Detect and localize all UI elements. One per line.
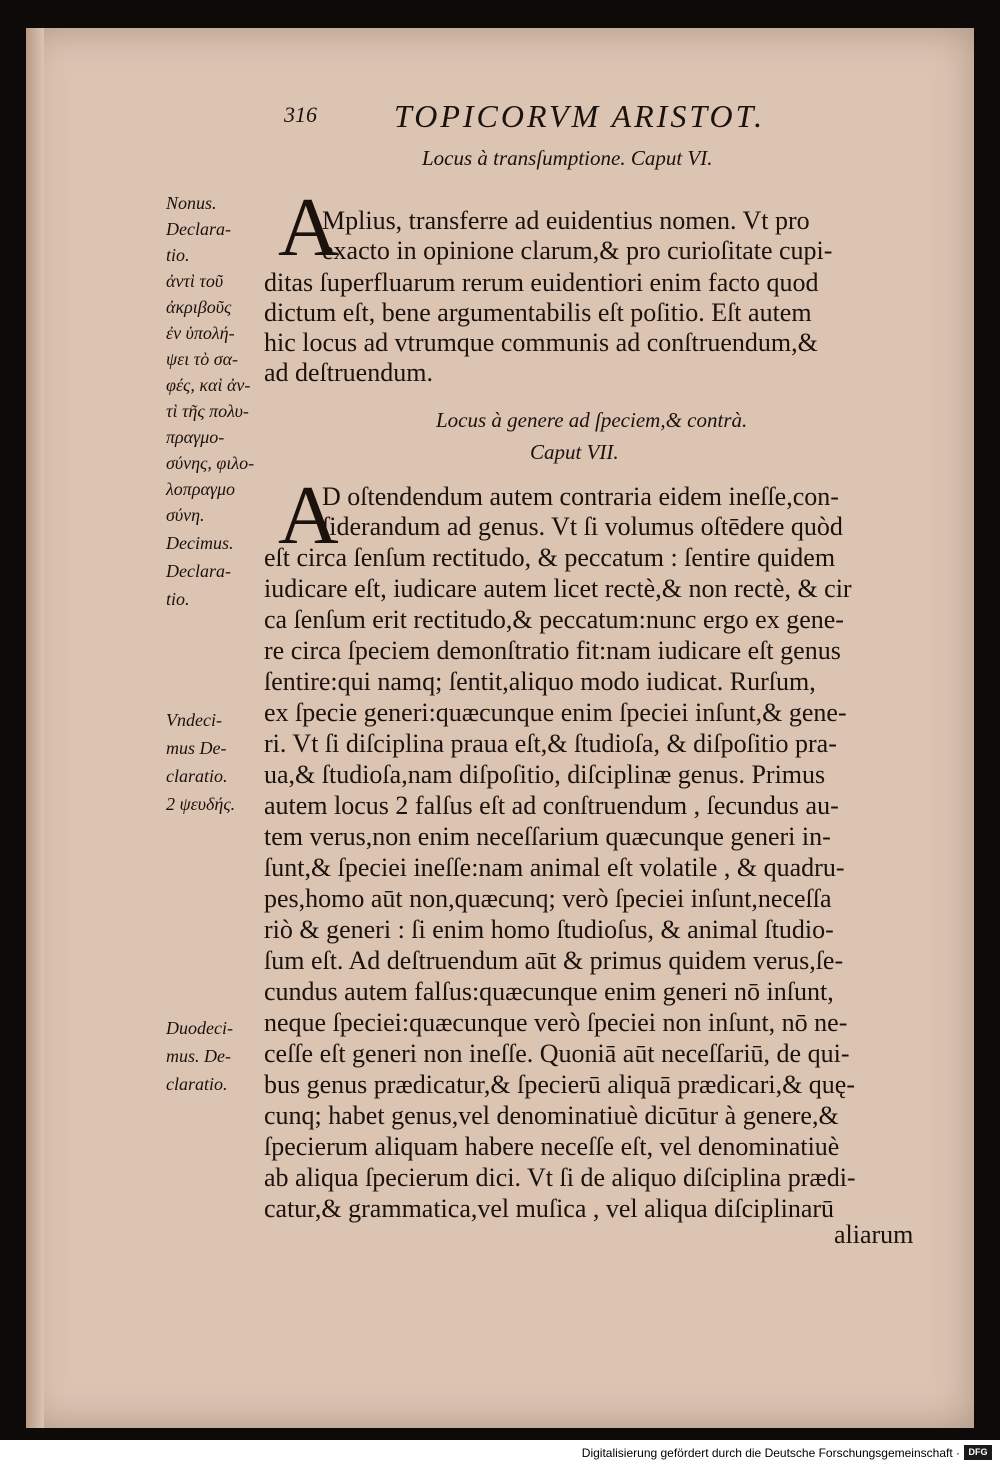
margin-line: ψει τὸ σα- (166, 349, 239, 369)
margin-line: ἀντὶ τοῦ (166, 271, 224, 291)
digitization-footer (0, 1440, 1000, 1467)
margin-line: ἐν ὑπολή- (166, 323, 235, 343)
text-line: hic locus ad vtrumque communis ad conſtruendum,& (264, 328, 818, 357)
margin-line: ἀκριβοῦς (166, 297, 232, 317)
margin-line: Declara- (166, 561, 231, 581)
running-title: TOPICORVM ARISTOT. (394, 98, 766, 134)
text-line: eſt circa ſenſum rectitudo, & peccatum : ſentire quidem (264, 543, 836, 572)
text-line: ex ſpecie generi:quæcunque enim ſpeciei inſunt,& gene- (264, 698, 847, 727)
drop-cap-initial: A (278, 469, 339, 562)
text-line: re circa ſpeciem demonſtratio fit:nam iudicare eſt genus (264, 636, 841, 665)
text-line: ceſſe eſt generi non ineſſe. Quoniā aūt neceſſariū, de qui- (264, 1039, 850, 1068)
text-line: exacto in opinione clarum,& pro curioſitate cupi- (322, 236, 833, 265)
text-line: neque ſpeciei:quæcunque verò ſpeciei non inſunt, nō ne- (264, 1008, 848, 1037)
margin-line: mus De- (166, 738, 227, 758)
text-line: dictum eſt, bene argumentabilis eſt poſitio. Eſt autem (264, 298, 812, 327)
margin-line: Vndeci- (166, 710, 222, 730)
margin-line: tio. (166, 589, 190, 609)
text-line: pes,homo aūt non,quæcunq; verò ſpeciei inſunt,neceſſa (264, 884, 832, 913)
text-line: riò & generi : ſi enim homo ſtudioſus, & animal ſtudio- (264, 915, 834, 944)
margin-line: πραγμο- (166, 427, 225, 447)
text-line: ca ſenſum erit rectitudo,& peccatum:nunc ergo ex gene- (264, 605, 844, 634)
text-line: ri. Vt ſi diſciplina praua eſt,& ſtudioſa, & diſpoſitio pra- (264, 729, 837, 758)
catchword: aliarum (834, 1220, 914, 1249)
text-line: tem verus,non enim neceſſarium quæcunque generi in- (264, 822, 831, 851)
margin-line: Decimus. (166, 533, 234, 553)
text-line: ab aliqua ſpecierum dici. Vt ſi de aliquo diſciplina prædi- (264, 1163, 856, 1192)
text-line: cundus autem falſus:quæcunque enim generi nō inſunt, (264, 977, 834, 1006)
margin-line: φές, καὶ ἀν- (166, 375, 251, 395)
margin-line: mus. De- (166, 1046, 231, 1066)
chapter-heading-vii: Locus à genere ad ſpeciem,& contrà. (436, 408, 748, 432)
margin-line: claratio. (166, 1074, 228, 1094)
text-line: ad deſtruendum. (264, 358, 433, 387)
funding-credit: Digitalisierung gefördert durch die Deutsche Forschungsgemeinschaft · (581, 1446, 960, 1460)
text-line: Mplius, transferre ad euidentius nomen. Vt pro (322, 206, 810, 235)
book-page (26, 28, 974, 1428)
text-line: ſpecierum aliquam habere neceſſe eſt, vel denominatiuè (264, 1132, 840, 1161)
text-line: autem locus 2 falſus eſt ad conſtruendum , ſecundus au- (264, 791, 839, 820)
text-line: ſunt,& ſpeciei ineſſe:nam animal eſt volatile , & quadru- (264, 853, 845, 882)
margin-line: claratio. (166, 766, 228, 786)
text-line: ſentire:qui namq; ſentit,aliquo modo iudicat. Rurſum, (264, 667, 816, 696)
margin-line: σύνης, φιλο- (166, 453, 255, 473)
text-line: ſiderandum ad genus. Vt ſi volumus oſtēdere quòd (322, 512, 843, 541)
page-number: 316 (284, 102, 317, 127)
margin-line: λοπραγμο (166, 479, 236, 499)
text-line: cunq; habet genus,vel denominatiuè dicūtur à genere,& (264, 1101, 839, 1130)
margin-line: τὶ τῆς πολυ- (166, 401, 249, 421)
text-line: ſum eſt. Ad deſtruendum aūt & primus quidem verus,ſe- (264, 946, 844, 975)
text-line: bus genus prædicatur,& ſpecierū aliquā prædicari,& quę- (264, 1070, 856, 1099)
text-line: iudicare eſt, iudicare autem licet rectè,& non rectè, & cir (264, 574, 852, 603)
text-line: ua,& ſtudioſa,nam diſpoſitio, diſciplinæ genus. Primus (264, 760, 826, 789)
margin-line: tio. (166, 245, 190, 265)
margin-line: 2 ψευδής. (166, 794, 236, 814)
text-line: ditas ſuperfluarum rerum euidentiori enim facto quod (264, 268, 819, 297)
margin-line: Nonus. (166, 193, 217, 213)
text-line: catur,& grammatica,vel muſica , vel aliqua diſciplinarū (264, 1194, 835, 1223)
chapter-number-vii: Caput VII. (530, 440, 619, 464)
margin-line: Declara- (166, 219, 231, 239)
margin-line: Duodeci- (166, 1018, 233, 1038)
page-gutter (26, 28, 44, 1428)
margin-line: σύνη. (166, 505, 205, 525)
drop-cap-initial: A (278, 181, 339, 274)
chapter-heading-vi: Locus à transſumptione. Caput VI. (422, 146, 713, 170)
dfg-logo-icon: DFG (964, 1445, 992, 1460)
text-line: D oſtendendum autem contraria eidem ineſſe,con- (322, 482, 839, 511)
